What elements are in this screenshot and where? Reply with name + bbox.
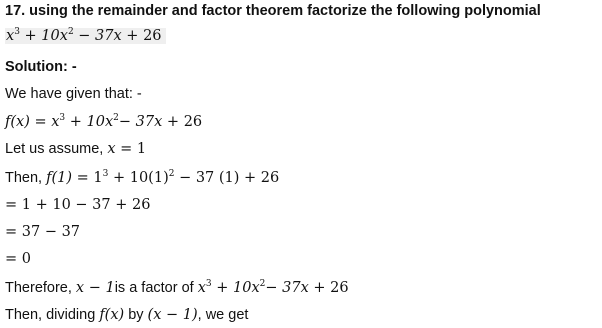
step-line-3: = 0 [5, 251, 31, 267]
function-definition: $f(x) = x^3 + 10x^2- 37x + 26$ [5, 113, 203, 130]
conclusion-line: Therefore, x − 1is a factor of $x^3 + 10x^2- 37x + 26$ [5, 279, 349, 296]
evaluation-line: Then, $f(1) = 1^3 + 10(1)^2 - 37$ (1) + 26 [5, 169, 280, 186]
polynomial-highlight [5, 27, 166, 44]
given-text: We have given that: - [5, 86, 142, 102]
step-line-2: = 37 − 37 [5, 224, 81, 240]
step-line-1: = 1 + 10 − 37 + 26 [5, 197, 151, 213]
polynomial-expression: $x^3 + 10x^2 - 37x + 26$ [5, 28, 166, 44]
assumption-line: Let us assume, x = 1 [5, 141, 147, 157]
division-line: Then, dividing f(x) by (x − 1), we get [5, 307, 249, 323]
solution-label: Solution: - [5, 59, 77, 75]
question-heading: 17. using the remainder and factor theorem factorize the following polynomial [5, 3, 541, 19]
